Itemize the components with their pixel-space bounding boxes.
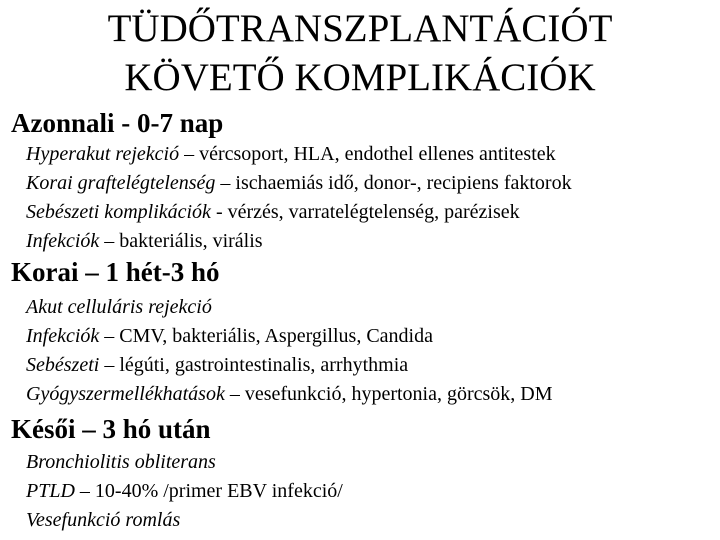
list-item [26, 479, 343, 503]
section-heading-early: Korai – 1 hét-3 hó [11, 257, 220, 287]
item-term: Bronchiolitis obliterans [26, 451, 216, 473]
item-detail: - vérzés, varratelégtelenség, parézisek [210, 201, 520, 223]
slide-title-line-2: KÖVETŐ KOMPLIKÁCIÓK [124, 56, 596, 99]
item-detail: – ischaemiás idő, donor-, recipiens faktorok [215, 172, 572, 194]
list-item [26, 295, 212, 319]
list-item [26, 324, 433, 348]
item-term: Hyperakut rejekció [26, 143, 180, 165]
item-detail: – vércsoport, HLA, endothel ellenes antitestek [179, 143, 556, 165]
item-detail: – CMV, bakteriális, Aspergillus, Candida [99, 325, 433, 347]
list-item [26, 200, 520, 224]
item-term: Vesefunkció romlás [26, 509, 181, 531]
item-term: Akut celluláris rejekció [26, 296, 212, 318]
item-term: Sebészeti [26, 354, 100, 376]
section-heading-immediate: Azonnali - 0-7 nap [11, 108, 224, 138]
item-detail: – vesefunkció, hypertonia, görcsök, DM [224, 383, 553, 405]
list-item [26, 229, 263, 253]
item-term: Sebészeti komplikációk [26, 201, 211, 223]
list-item [26, 382, 553, 406]
item-term: Infekciók [26, 325, 100, 347]
item-detail: – 10-40% /primer EBV infekció/ [74, 480, 343, 502]
list-item [26, 142, 556, 166]
item-term: Infekciók [26, 230, 100, 252]
list-item [26, 450, 216, 474]
item-term: PTLD [26, 480, 75, 502]
item-term: Korai graftelégtelenség [26, 172, 216, 194]
slide-title-line-1: TÜDŐTRANSZPLANTÁCIÓT [107, 7, 613, 50]
item-term: Gyógyszermellékhatások [26, 383, 225, 405]
slide-title [0, 4, 720, 102]
list-item [26, 171, 572, 195]
list-item [26, 508, 180, 532]
list-item [26, 353, 408, 377]
item-detail: – bakteriális, virális [99, 230, 263, 252]
item-detail: – légúti, gastrointestinalis, arrhythmia [99, 354, 409, 376]
section-heading-late: Késői – 3 hó után [11, 414, 211, 444]
